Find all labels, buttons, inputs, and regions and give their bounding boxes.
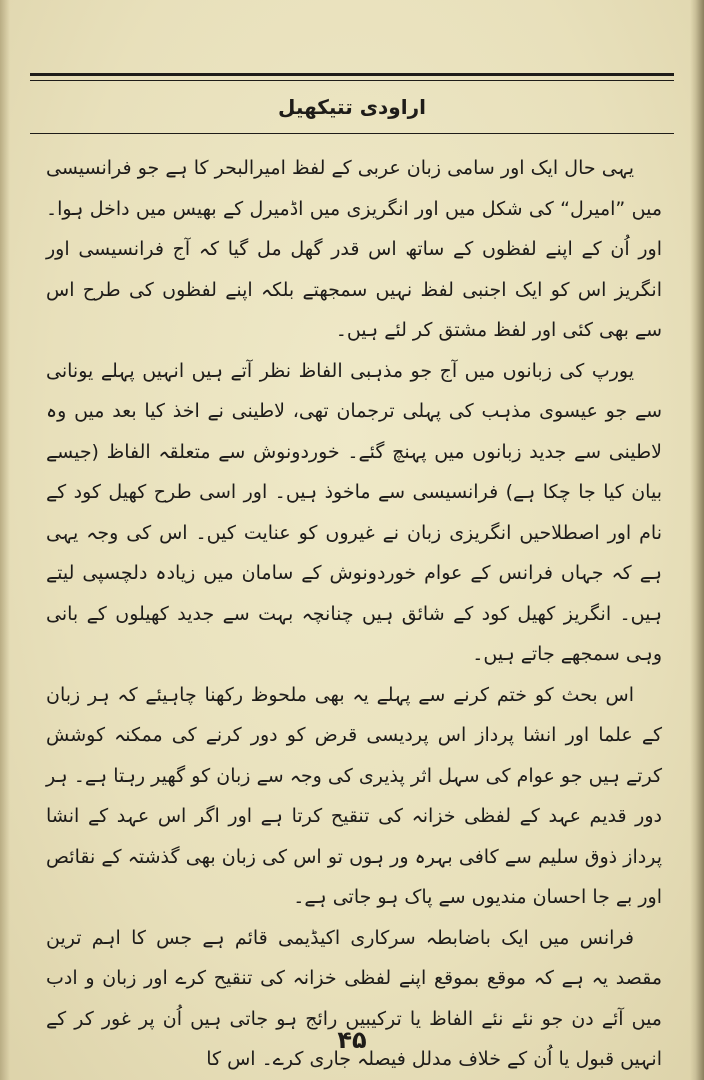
page-number: ۴۵ <box>337 1026 367 1054</box>
page-edge <box>690 0 704 1080</box>
page-gutter-shadow <box>0 0 10 1080</box>
paragraph-2: یورپ کی زبانوں میں آج جو مذہبی الفاظ نظر آتے ہیں انہیں پہلے یونانی سے جو عیسوی مذہب کی پہلی ترجمان تھی، لاطینی نے اخذ کیا بعد میں وہ لاطینی سے جدید زبانوں میں پہنچ گئے۔ خوردونوش سے متعلقہ الفاظ (جیسے بیان کیا جا چکا ہے) فرانسیسی سے ماخوذ ہیں۔ اور اسی طرح کھیل کود کے نام اور اصطلاحیں انگریزی زبان نے غیروں کو عنایت کیں۔ اس کی وجہ یہی ہے کہ جہاں فرانس کے عوام خوردونوش کے سامان میں زیادہ دلچسپی لیتے ہیں۔ انگریز کھیل کود کے شائق ہیں چنانچہ بہت سے جدید کھیلوں کے بانی وہی سمجھے جاتے ہیں۔ <box>46 359 662 665</box>
header-rule-thick <box>30 73 674 76</box>
paragraph-3: اس بحث کو ختم کرنے سے پہلے یہ بھی ملحوظ رکھنا چاہیئے کہ ہر زبان کے علما اور انشا پرداز اس پردیسی قرض کو دور کرنے کی ممکنہ کوشش کرتے ہیں جو عوام کی سہل اثر پذیری کی وجہ سے زبان کو گھیر رہتا ہے۔ ہر دور قدیم عہد کے لفظی خزانہ کی تنقیح کرتا ہے اور اگر اس عہد کے انشا پرداز ذوق سلیم سے کافی بہرہ ور ہوں تو اس کی زبان بھی گذشتہ کے نقائص اور بے جا احسان مندیوں سے پاک ہو جاتی ہے۔ <box>46 683 662 908</box>
running-header <box>30 84 674 130</box>
paragraph-4: فرانس میں ایک باضابطہ سرکاری اکیڈیمی قائم ہے جس کا اہم ترین مقصد یہ ہے کہ موقع بموقع اپنے لفظی خزانہ کی تنقیح کرے اور زبان و ادب میں آئے دن جو نئے نئے الفاظ یا ترکیبیں رائج ہو جاتی ہیں اُن پر غور کر کے انہیں قبول یا اُن کے خلاف مدلل فیصلہ جاری کرے۔ اس کا <box>46 926 662 1070</box>
header-title: اراودی تتیکھیل <box>278 95 426 119</box>
header-rule-bottom <box>30 133 674 134</box>
page-body <box>46 148 662 1080</box>
header-rule-thin <box>30 80 674 81</box>
paragraph-1: یہی حال ایک اور سامی زبان عربی کے لفظ امیرالبحر کا ہے جو فرانسیسی میں ”امیرل“ کی شکل میں اور انگریزی میں اڈمیرل کے بھیس میں داخل ہوا۔ اور اُن کے اپنے لفظوں کے ساتھ اس قدر گھل مل گیا کہ آج فرانسیسی اور انگریز اس کو ایک اجنبی لفظ نہیں سمجھتے بلکہ اپنے لفظوں کی طرح اس سے بھی کئی اور لفظ مشتق کر لئے ہیں۔ <box>46 157 662 341</box>
